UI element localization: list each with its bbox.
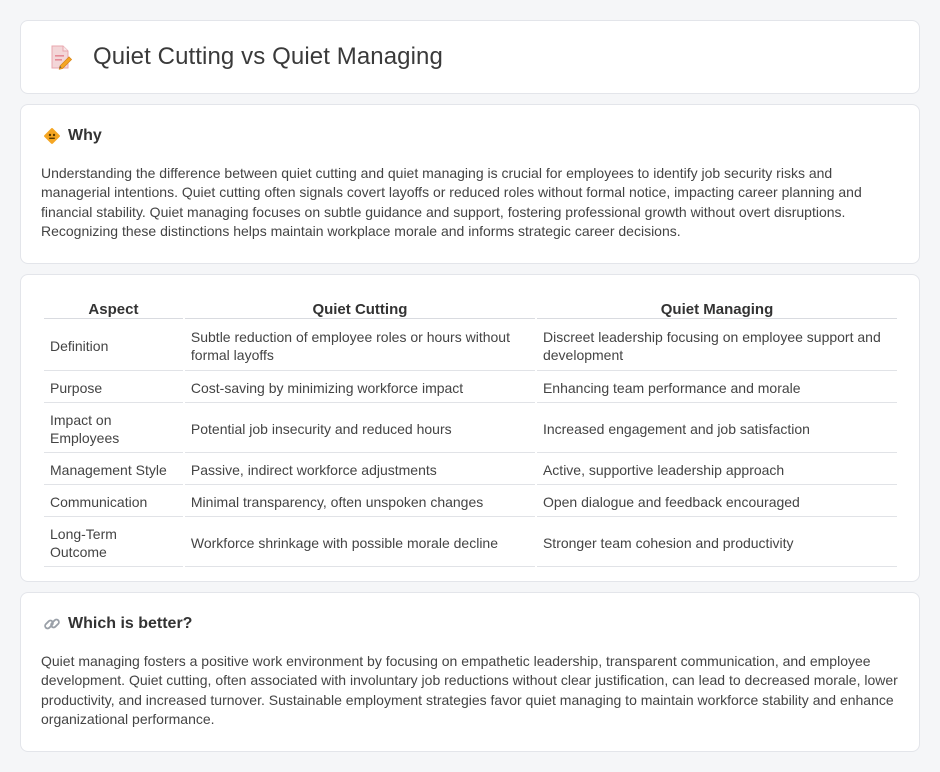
quiet-managing-cell: Open dialogue and feedback encouraged (537, 487, 897, 517)
why-heading (43, 127, 102, 145)
quiet-managing-cell: Active, supportive leadership approach (537, 455, 897, 485)
better-heading (43, 615, 192, 633)
table-row (44, 487, 897, 517)
link-icon (43, 615, 61, 633)
better-title: Which is better? (68, 615, 193, 632)
table-header-row (44, 298, 897, 319)
title-row (47, 43, 443, 71)
quiet-cutting-cell: Potential job insecurity and reduced hours (185, 405, 535, 453)
quiet-cutting-cell: Workforce shrinkage with possible morale decline (185, 519, 535, 567)
quiet-managing-cell: Enhancing team performance and morale (537, 373, 897, 403)
better-body: Quiet managing fosters a positive work environment by focusing on empathetic leadership, transparent communication, and employee development. Quiet cutting, often associated with involuntary job reductions without clear justification, can lead to decreased morale, lower productivity, and increased turnover. Sustainable employment strategies favor quiet managing to maintain workforce stability and enhance organizational performance. (41, 653, 898, 728)
why-section (20, 104, 920, 264)
quiet-cutting-cell: Cost-saving by minimizing workforce impact (185, 373, 535, 403)
header-aspect: Aspect (44, 298, 183, 319)
table-row (44, 405, 897, 453)
header-quiet-cutting: Quiet Cutting (185, 298, 535, 319)
table-row (44, 455, 897, 485)
quiet-cutting-cell: Subtle reduction of employee roles or hours without formal layoffs (185, 321, 535, 371)
aspect-cell: Communication (44, 487, 183, 517)
quiet-managing-cell: Stronger team cohesion and productivity (537, 519, 897, 567)
aspect-cell: Impact on Employees (44, 405, 183, 453)
aspect-cell: Management Style (44, 455, 183, 485)
table-row (44, 373, 897, 403)
why-title: Why (68, 127, 102, 144)
quiet-managing-cell: Increased engagement and job satisfaction (537, 405, 897, 453)
aspect-cell: Purpose (44, 373, 183, 403)
which-is-better-section (20, 592, 920, 752)
aspect-cell: Definition (44, 321, 183, 371)
why-body: Understanding the difference between quiet cutting and quiet managing is crucial for employees to identify job security risks and managerial intentions. Quiet cutting often signals covert layoffs or reduced roles without formal notice, impacting career planning and financial stability. Quiet managing focuses on subtle guidance and support, fostering professional growth without overt disruptions. Recognizing these distinctions helps maintain workplace morale and informs strategic career decisions. (41, 165, 862, 240)
document-pencil-icon (47, 44, 73, 70)
aspect-cell: Long-Term Outcome (44, 519, 183, 567)
quiet-managing-cell: Discreet leadership focusing on employee support and development (537, 321, 897, 371)
comparison-table (42, 296, 899, 569)
table-row (44, 519, 897, 567)
table-row (44, 321, 897, 371)
comparison-card (20, 274, 920, 582)
header-card (20, 20, 920, 94)
page-title: Quiet Cutting vs Quiet Managing (93, 43, 443, 70)
quiet-cutting-cell: Passive, indirect workforce adjustments (185, 455, 535, 485)
diamond-warning-icon (43, 127, 61, 145)
quiet-cutting-cell: Minimal transparency, often unspoken changes (185, 487, 535, 517)
header-quiet-managing: Quiet Managing (537, 298, 897, 319)
